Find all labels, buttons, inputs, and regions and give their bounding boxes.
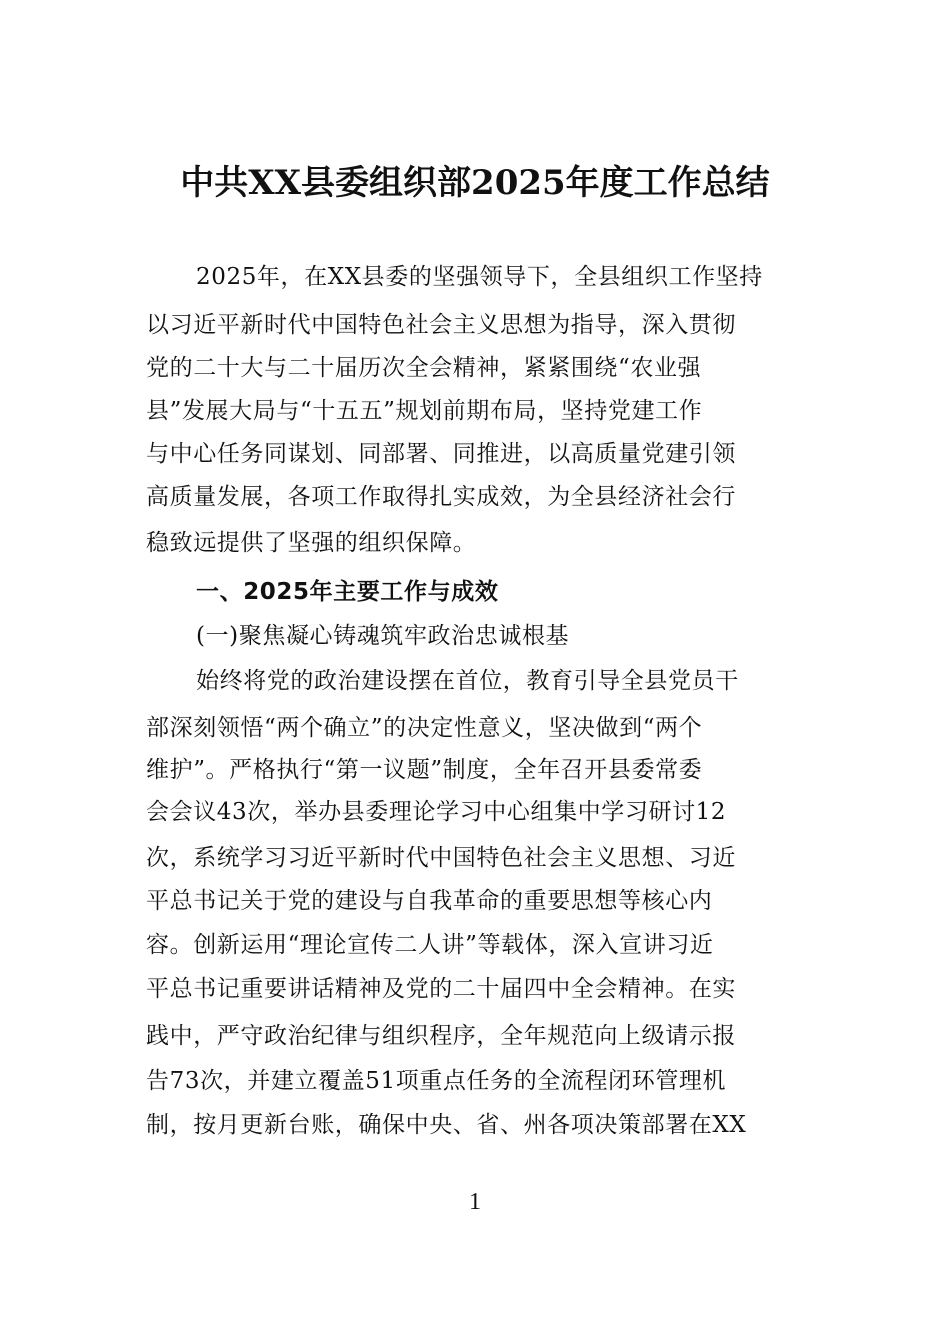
body-line: 制，按月更新台账，确保中央、省、州各项决策部署在XX: [146, 1112, 747, 1138]
intro-line: 高质量发展，各项工作取得扎实成效，为全县经济社会行: [146, 484, 736, 510]
body-line: 部深刻领悟“两个确立”的决定性意义，坚决做到“两个: [146, 715, 703, 741]
subsection-heading: (一)聚焦凝心铸魂筑牢政治忠诚根基: [196, 623, 570, 649]
body-line: 维护”。严格执行“第一议题”制度，全年召开县委常委: [146, 757, 703, 783]
body-line: 会会议43次，举办县委理论学习中心组集中学习研讨12: [146, 799, 727, 825]
page-number: 1: [469, 1189, 481, 1215]
body-line: 次，系统学习习近平新时代中国特色社会主义思想、习近: [146, 845, 736, 871]
intro-line: 稳致远提供了坚强的组织保障。: [146, 530, 477, 556]
section-heading: 一、2025年主要工作与成效: [196, 579, 499, 605]
body-line: 始终将党的政治建设摆在首位，教育引导全县党员干: [196, 668, 739, 694]
intro-line: 2025年，在XX县委的坚强领导下，全县组织工作坚持: [196, 264, 763, 290]
body-line: 平总书记关于党的建设与自我革命的重要思想等核心内: [146, 888, 713, 914]
intro-line: 党的二十大与二十届历次全会精神，紧紧围绕“农业强: [146, 355, 702, 381]
body-line: 践中，严守政治纪律与组织程序，全年规范向上级请示报: [146, 1023, 736, 1049]
body-line: 平总书记重要讲话精神及党的二十届四中全会精神。在实: [146, 976, 736, 1002]
document-title: 中共XX县委组织部2025年度工作总结: [180, 163, 770, 203]
intro-line: 以习近平新时代中国特色社会主义思想为指导，深入贯彻: [146, 312, 736, 338]
intro-line: 与中心任务同谋划、同部署、同推进，以高质量党建引领: [146, 441, 736, 467]
intro-line: 县”发展大局与“十五五”规划前期布局，坚持党建工作: [146, 398, 703, 424]
body-line: 容。创新运用“理论宣传二人讲”等载体，深入宣讲习近: [146, 932, 714, 958]
body-line: 告73次，并建立覆盖51项重点任务的全流程闭环管理机: [146, 1068, 727, 1094]
